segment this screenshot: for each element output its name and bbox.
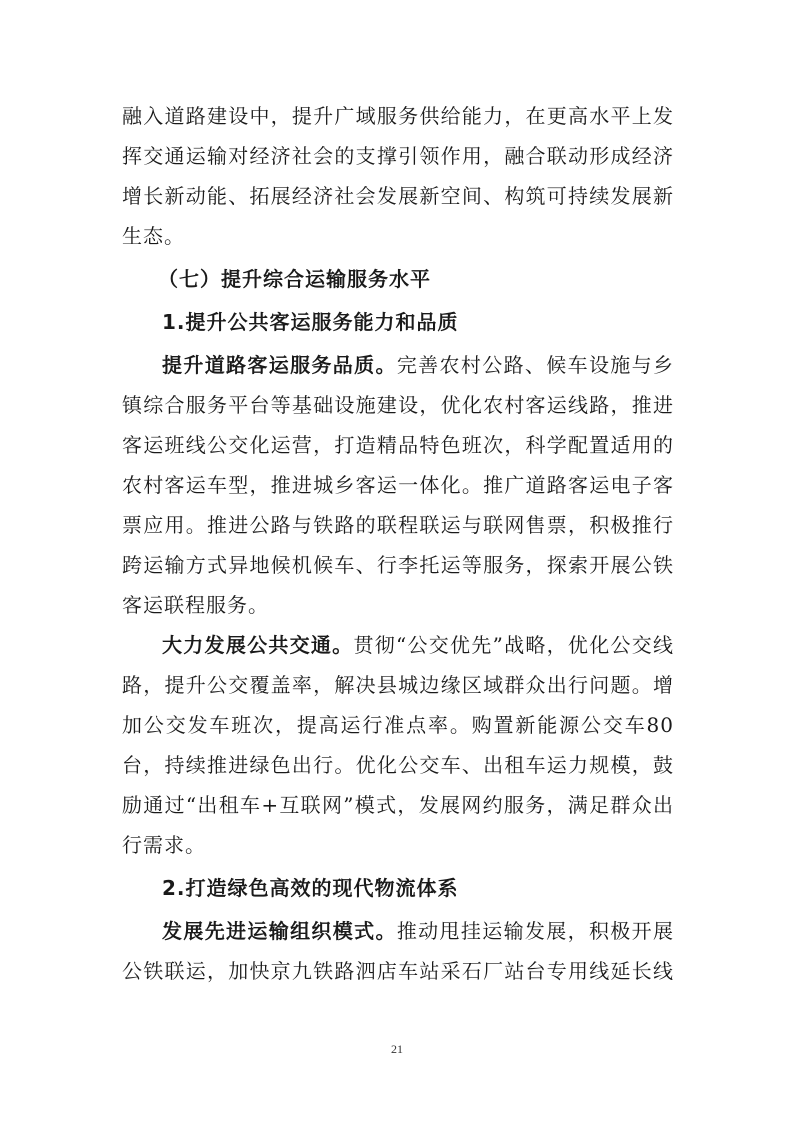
document-body: [122, 96, 674, 991]
subsection-heading-1: 1.提升公共客运服务能力和品质: [162, 310, 459, 334]
paragraph-body: 推动甩挂运输发展，积极开展公铁联运，加快京九铁路泗店车站采石厂站台专用线延长线: [122, 919, 675, 983]
paragraph-lead: 大力发展公共交通。: [162, 633, 354, 657]
paragraph-transport-modes: [122, 911, 674, 991]
page-number: 21: [391, 1042, 403, 1056]
paragraph-intro: 融入道路建设中，提升广域服务供给能力，在更高水平上发挥交通运输对经济社会的支撑引领作用，融合联动形成经济增长新动能、拓展经济社会发展新空间、构筑可持续发展新生态。: [122, 104, 674, 248]
paragraph-body: 贯彻“公交优先”战略，优化公交线路，提升公交覆盖率，解决县城边缘区域群众出行问题。增加公交发车班次，提高运行准点率。购置新能源公交车80台，持续推进绿色出行。优化公交车、出租车运力规模，鼓励通过“出租车+互联网”模式，发展网约服务，满足群众出行需求。: [122, 633, 675, 857]
subsection-heading-2: 2.打造绿色高效的现代物流体系: [162, 876, 459, 900]
paragraph-lead: 提升道路客运服务品质。: [162, 353, 397, 377]
section-heading-7: （七）提升综合运输服务水平: [158, 267, 431, 291]
paragraph-road-passenger: [122, 345, 674, 625]
paragraph-body: 完善农村公路、候车设施与乡镇综合服务平台等基础设施建设，优化农村客运线路，推进客运班线公交化运营，打造精品特色班次，科学配置适用的农村客运车型，推进城乡客运一体化。推广道路客运电子客票应用。推进公路与铁路的联程联运与联网售票，积极推行跨运输方式异地候机候车、行李托运等服务，探索开展公铁客运联程服务。: [122, 353, 675, 617]
paragraph-lead: 发展先进运输组织模式。: [162, 919, 397, 943]
paragraph-public-transit: [122, 625, 674, 865]
